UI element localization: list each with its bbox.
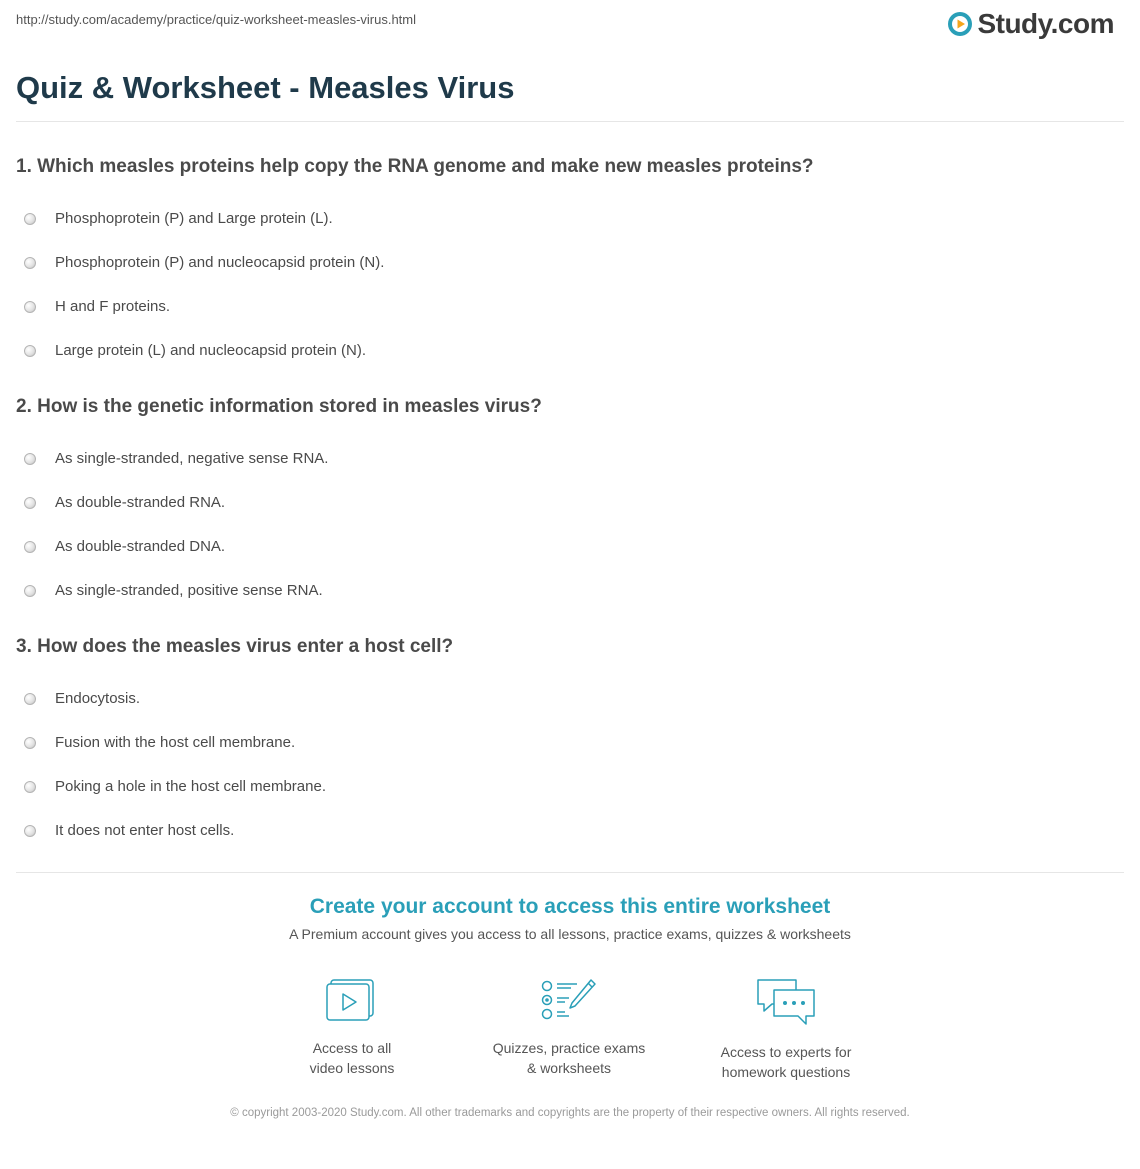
answer-label: As single-stranded, positive sense RNA. — [55, 582, 323, 599]
answer-label: As double-stranded RNA. — [55, 494, 226, 511]
answer-option[interactable] — [16, 677, 1124, 721]
answer-option[interactable] — [16, 437, 1124, 481]
answer-label: As single-stranded, negative sense RNA. — [55, 450, 329, 467]
radio-button-icon[interactable] — [24, 497, 36, 509]
feature-label: Quizzes, practice exams & worksheets — [492, 1040, 646, 1076]
radio-button-icon[interactable] — [24, 541, 36, 553]
feature-quizzes — [469, 976, 669, 1078]
answer-label: Endocytosis. — [55, 690, 141, 707]
answer-options — [16, 437, 1124, 613]
radio-button-icon[interactable] — [24, 301, 36, 313]
answer-option[interactable] — [16, 197, 1124, 241]
answer-label: Phosphoprotein (P) and Large protein (L). — [55, 210, 333, 227]
answer-option[interactable] — [16, 481, 1124, 525]
answer-option[interactable] — [16, 569, 1124, 613]
radio-button-icon[interactable] — [24, 585, 36, 597]
answer-options — [16, 197, 1124, 373]
answer-label: Poking a hole in the host cell membrane. — [55, 778, 326, 795]
create-account-link[interactable]: Create your account to access this entire worksheet — [309, 895, 831, 918]
feature-label: Access to all video lessons — [309, 1040, 395, 1076]
radio-button-icon[interactable] — [24, 453, 36, 465]
answer-option[interactable] — [16, 329, 1124, 373]
feature-label: Access to experts for homework questions — [720, 1044, 852, 1080]
answer-label: Phosphoprotein (P) and nucleocapsid protein (N). — [55, 254, 385, 271]
question-text: 3. How does the measles virus enter a host cell? — [16, 636, 454, 657]
answer-options — [16, 677, 1124, 853]
radio-button-icon[interactable] — [24, 737, 36, 749]
page-title: Quiz & Worksheet - Measles Virus — [16, 70, 515, 105]
question-1 — [16, 155, 1124, 373]
answer-label: As double-stranded DNA. — [55, 538, 226, 555]
answer-option[interactable] — [16, 241, 1124, 285]
copyright-notice: © copyright 2003-2020 Study.com. All other trademarks and copyrights are the property of their respective owners. All rights reserved. — [230, 1107, 910, 1119]
radio-button-icon[interactable] — [24, 825, 36, 837]
answer-label: Large protein (L) and nucleocapsid protein (N). — [55, 342, 367, 359]
radio-button-icon[interactable] — [24, 345, 36, 357]
cta-subtitle: A Premium account gives you access to all lessons, practice exams, quizzes & worksheets — [289, 926, 851, 942]
answer-label: Fusion with the host cell membrane. — [55, 734, 296, 751]
answer-option[interactable] — [16, 525, 1124, 569]
question-2 — [16, 395, 1124, 613]
study-logo[interactable] — [947, 8, 1114, 40]
question-text: 2. How is the genetic information stored in measles virus? — [16, 396, 542, 417]
logo-text: Study.com — [977, 8, 1114, 39]
radio-button-icon[interactable] — [24, 257, 36, 269]
radio-button-icon[interactable] — [24, 213, 36, 225]
answer-option[interactable] — [16, 721, 1124, 765]
quiz-checklist-icon — [539, 976, 599, 1024]
answer-label: H and F proteins. — [55, 298, 171, 315]
question-3 — [16, 635, 1124, 853]
question-text: 1. Which measles proteins help copy the RNA genome and make new measles proteins? — [16, 156, 814, 177]
chat-bubbles-icon — [754, 976, 818, 1028]
feature-experts — [686, 976, 886, 1082]
answer-option[interactable] — [16, 809, 1124, 853]
video-lessons-icon — [325, 976, 379, 1024]
study-logo-play-icon — [947, 11, 973, 37]
page-url: http://study.com/academy/practice/quiz-worksheet-measles-virus.html — [16, 12, 417, 27]
radio-button-icon[interactable] — [24, 693, 36, 705]
answer-option[interactable] — [16, 765, 1124, 809]
cta-divider — [16, 872, 1124, 873]
header-divider — [16, 121, 1124, 122]
radio-button-icon[interactable] — [24, 781, 36, 793]
answer-label: It does not enter host cells. — [55, 822, 235, 839]
answer-option[interactable] — [16, 285, 1124, 329]
feature-video-lessons — [252, 976, 452, 1078]
